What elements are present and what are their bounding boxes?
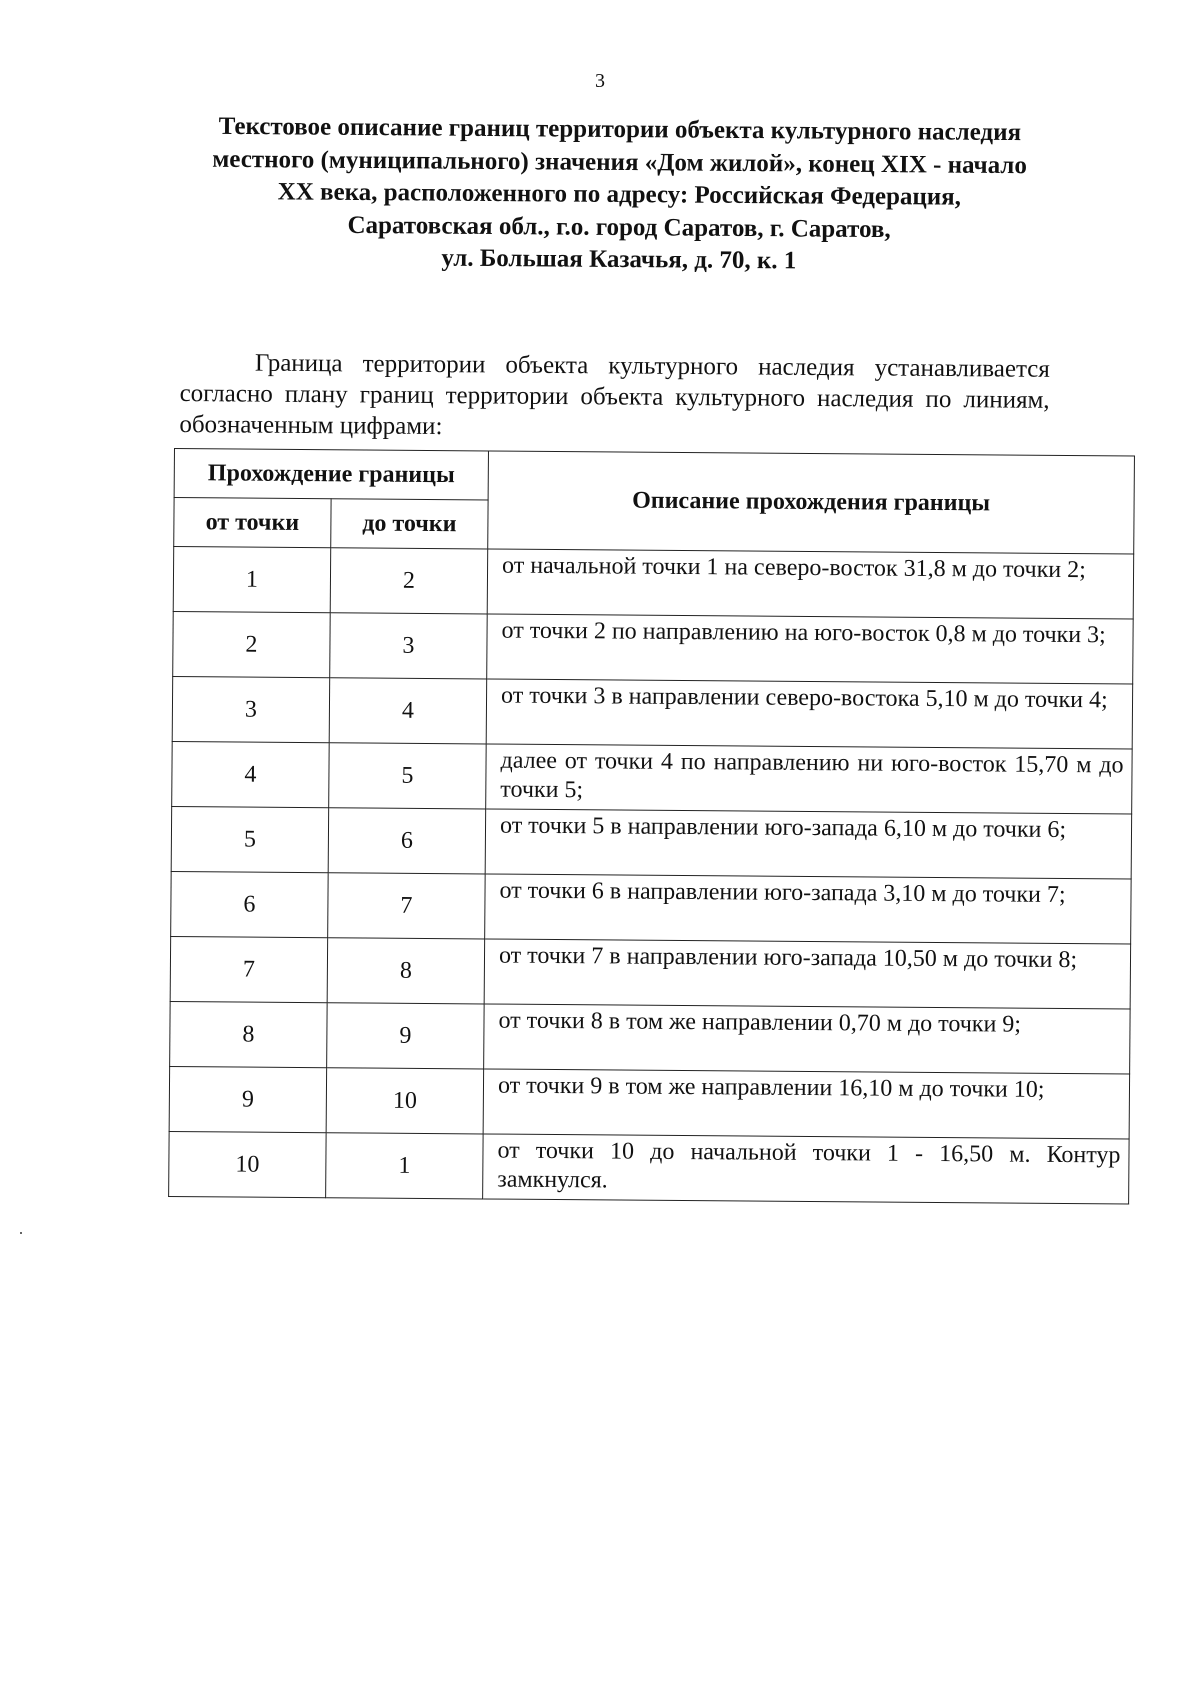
from-point-cell: 8 (170, 1001, 328, 1067)
from-point-cell: 3 (172, 676, 330, 742)
header-to-point: до точки (331, 499, 488, 549)
to-point-cell: 2 (330, 548, 488, 614)
description-cell: от точки 7 в направлении юго-запада 10,50 м до точки 8; (484, 939, 1130, 1009)
to-point-cell: 6 (328, 808, 486, 874)
header-boundary-passage: Прохождение границы (174, 449, 488, 500)
scan-speck (20, 1232, 22, 1234)
table-row (172, 741, 1132, 814)
from-point-cell: 4 (172, 741, 330, 807)
description-cell: от точки 10 до начальной точки 1 - 16,50 м. Контур замкнулся. (483, 1134, 1129, 1204)
table-row (173, 611, 1133, 684)
to-point-cell: 9 (327, 1003, 485, 1069)
to-point-cell: 3 (330, 613, 488, 679)
title-line: местного (муниципального) значения «Дом жилой», конец XIX - начало (212, 145, 1027, 179)
to-point-cell: 4 (329, 678, 487, 744)
to-point-cell: 8 (327, 938, 485, 1004)
from-point-cell: 5 (171, 806, 329, 872)
from-point-cell: 10 (169, 1131, 327, 1197)
from-point-cell: 2 (173, 611, 331, 677)
table-row (171, 871, 1131, 944)
title-line: Текстовое описание границ территории объекта культурного наследия (218, 112, 1022, 147)
to-point-cell: 1 (326, 1133, 484, 1199)
boundary-table (168, 448, 1135, 1205)
title-line: ул. Большая Казачья, д. 70, к. 1 (441, 244, 797, 275)
document-title (179, 111, 1060, 280)
page-number: 3 (595, 70, 605, 92)
description-cell: далее от точки 4 по направлению ни юго-восток 15,70 м до точки 5; (486, 744, 1132, 814)
from-point-cell: 7 (170, 936, 328, 1002)
table-header-row (174, 449, 1134, 506)
table-row (171, 806, 1131, 879)
description-cell: от точки 5 в направлении юго-запада 6,10 м до точки 6; (485, 809, 1131, 879)
to-point-cell: 10 (326, 1068, 484, 1134)
table-row (173, 547, 1133, 620)
boundary-table-container (168, 448, 1134, 1205)
description-cell: от точки 9 в том же направлении 16,10 м до точки 10; (483, 1069, 1129, 1139)
header-from-point: от точки (174, 498, 331, 548)
intro-paragraph: Граница территории объекта культурного наследия устанавливается согласно плану границ территории объекта культурного наследия по линиям, обозначенным цифрами: (179, 349, 1050, 441)
to-point-cell: 7 (328, 873, 486, 939)
title-line: Саратовская обл., г.о. город Саратов, г. Саратов, (347, 211, 891, 243)
table-row (170, 936, 1130, 1009)
description-cell: от точки 6 в направлении юго-запада 3,10 м до точки 7; (485, 874, 1131, 944)
description-cell: от точки 8 в том же направлении 0,70 м до точки 9; (484, 1004, 1130, 1074)
to-point-cell: 5 (329, 743, 487, 809)
from-point-cell: 1 (173, 547, 331, 613)
from-point-cell: 9 (169, 1066, 327, 1132)
table-row (169, 1066, 1129, 1139)
description-cell: от начальной точки 1 на северо-восток 31,8 м до точки 2; (487, 549, 1133, 619)
header-description: Описание прохождения границы (488, 451, 1135, 554)
title-line: XX века, расположенного по адресу: Российская Федерация, (277, 178, 962, 211)
description-cell: от точки 2 по направлению на юго-восток 0,8 м до точки 3; (487, 614, 1133, 684)
table-row (170, 1001, 1130, 1074)
table-row (172, 676, 1132, 749)
description-cell: от точки 3 в направлении северо-востока 5,10 м до точки 4; (486, 679, 1132, 749)
from-point-cell: 6 (171, 871, 329, 937)
table-row (169, 1131, 1129, 1204)
